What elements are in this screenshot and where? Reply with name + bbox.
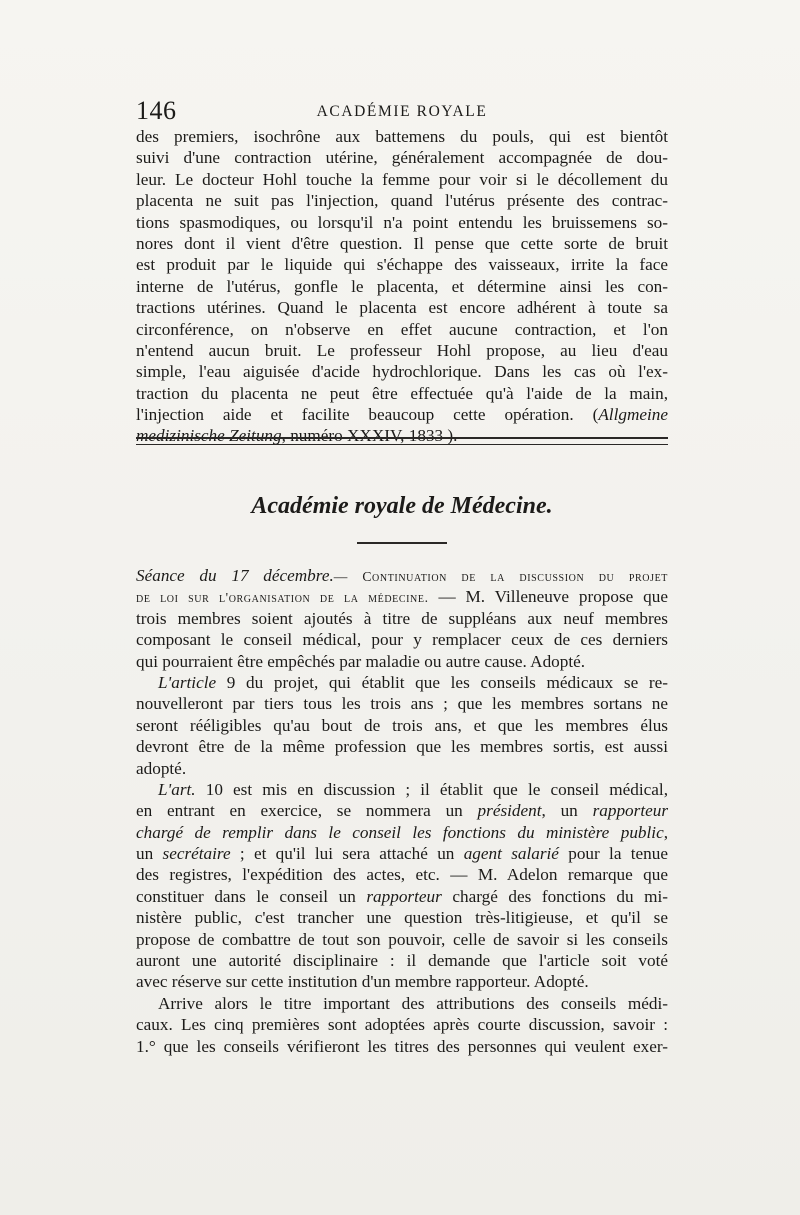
text-line: auront une autorité disciplinaire : il demande que l'article soit voté	[136, 951, 668, 971]
text-line	[136, 672, 668, 693]
text-line: trois membres soient ajoutés à titre de suppléans aux neuf membres	[136, 608, 668, 628]
text-line: suivi d'une contraction utérine, généralement accompagnée de dou-	[136, 148, 668, 168]
session-line	[136, 565, 668, 586]
emphasis: chargé de remplir dans le conseil les fonctions du ministère public	[136, 822, 664, 842]
text-fragment: en entrant en exercice, se nommera un	[136, 801, 478, 821]
text-line: caux. Les cinq premières sont adoptées après courte discussion, savoir :	[136, 1015, 668, 1035]
text-fragment: ,	[663, 822, 668, 842]
article-label: L'article	[158, 672, 217, 692]
text-line: composant le conseil médical, pour y remplacer ceux de ces derniers	[136, 630, 668, 650]
text-line: nores dont il vient d'être question. Il pense que cette sorte de bruit	[136, 233, 668, 253]
running-head: ACADÉMIE ROYALE	[316, 103, 488, 120]
text-line	[136, 822, 668, 843]
emphasis: secrétaire	[162, 844, 231, 864]
text-line: propose de combattre de tout son pouvoir, celle de savoir si les conseils	[136, 929, 668, 949]
text-line: devront être de la même profession que les membres sortis, est aussi	[136, 737, 668, 757]
citation-tail: , numéro XXXIV, 1833 ).	[281, 426, 458, 446]
section-divider	[136, 437, 668, 445]
text-line	[136, 800, 668, 821]
section-title: Académie royale de Médecine.	[251, 493, 553, 519]
text-line: 1.° que les conseils vérifieront les titres des personnes qui veulent exer-	[136, 1036, 668, 1056]
text-fragment: 10 est mis en discussion ; il établit que le conseil médical,	[195, 779, 668, 799]
continuation-paragraph	[136, 126, 668, 447]
text-line: traction du placenta ne peut être effectuée qu'à l'aide de la main,	[136, 383, 668, 403]
title-underline	[357, 542, 447, 544]
citation-journal-2: medizinische Zeitung	[136, 426, 282, 446]
text-line: nistère public, c'est trancher une question très-litigieuse, et qu'il se	[136, 908, 668, 928]
text-line: avec réserve sur cette institution d'un membre rapporteur. Adopté.	[136, 972, 589, 992]
text-line: circonférence, on n'observe en effet aucune contraction, et l'on	[136, 319, 668, 339]
text-line: des premiers, isochrône aux battemens du pouls, qui est bientôt	[136, 127, 668, 146]
session-heading: — Continuation de la discussion du projet	[333, 569, 668, 584]
text-fragment: , un	[541, 801, 593, 821]
emphasis: président	[477, 801, 542, 821]
text-line: leur. Le docteur Hohl touche la femme pour voir si le décollement du	[136, 169, 668, 189]
text-line: seront rééligibles qu'au bout de trois ans, et que les membres élus	[136, 715, 668, 735]
session-heading: de loi sur l'organisation de la médecine.	[136, 590, 429, 606]
text-fragment: pour la tenue	[558, 844, 668, 864]
text-fragment: constituer dans le conseil un	[136, 886, 367, 906]
page-header	[136, 96, 668, 130]
text-line-citation	[136, 404, 668, 425]
text-line: est produit par le liquide qui s'échappe des vaisseaux, irrite la face	[136, 255, 668, 275]
text-line: interne de l'utérus, gonfle le placenta, et détermine ainsi les con-	[136, 276, 668, 296]
session-report	[136, 565, 668, 1057]
text-fragment: chargé des fonctions du mi-	[441, 886, 668, 906]
text-fragment: un	[136, 844, 163, 864]
emphasis: rapporteur	[366, 886, 442, 906]
text-line: placenta ne suit pas l'injection, quand l'utérus présente des contrac-	[136, 191, 668, 211]
text-line: adopté.	[136, 758, 187, 778]
session-line	[136, 586, 668, 607]
text-fragment: — M. Villeneuve propose que	[428, 587, 669, 607]
text-fragment: l'injection aide et facilite beaucoup cette opération. (	[136, 405, 599, 425]
text-fragment: 9 du projet, qui établit que les conseils médicaux se re-	[216, 672, 668, 692]
text-line: tions spasmodiques, ou lorsqu'il n'a point entendu les bruissemens so-	[136, 212, 668, 232]
text-line	[136, 779, 668, 800]
citation-journal-1: Allgmeine	[598, 405, 668, 425]
text-fragment: ; et qu'il lui sera attaché un	[230, 844, 464, 864]
text-line: des registres, l'expédition des actes, etc. — M. Adelon remarque que	[136, 865, 668, 885]
text-line	[136, 843, 668, 864]
text-line: tractions utérines. Quand le placenta est encore adhérent à toute sa	[136, 298, 668, 318]
text-line	[136, 886, 668, 907]
text-line: qui pourraient être empêchés par maladie ou autre cause. Adopté.	[136, 651, 586, 671]
emphasis: rapporteur	[592, 801, 669, 821]
session-date: Séance du 17 décembre.	[136, 566, 334, 585]
text-line: Arrive alors le titre important des attributions des conseils médi-	[158, 993, 668, 1013]
text-line: simple, l'eau aiguisée d'acide hydrochlorique. Dans les cas où l'ex-	[136, 362, 668, 382]
page-number: 146	[136, 96, 177, 125]
text-line: nouvelleront par tiers tous les trois ans ; que les membres sortans ne	[136, 694, 668, 714]
article-label: L'art.	[158, 779, 196, 799]
emphasis: agent salarié	[463, 844, 559, 864]
text-line: n'entend aucun bruit. Le professeur Hohl propose, au lieu d'eau	[136, 340, 668, 360]
